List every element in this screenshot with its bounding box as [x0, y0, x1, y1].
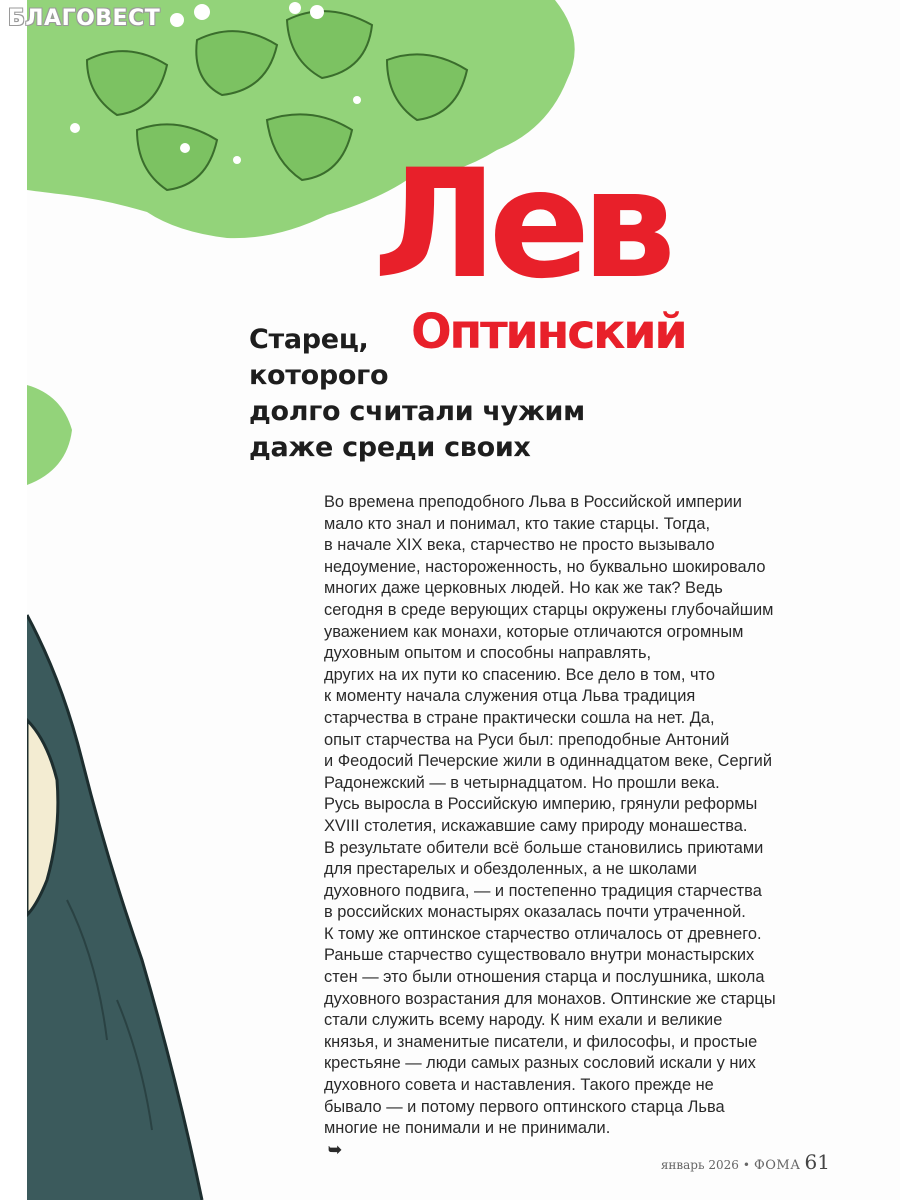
body-line: бывало — и потому первого оптинского старца Льва [324, 1097, 725, 1116]
page-edge [0, 0, 27, 1200]
article-subtitle [249, 322, 585, 466]
body-line: Во времена преподобного Льва в Российской империи [324, 493, 742, 511]
body-line: духовного подвига, — и постепенно традиция старчества [324, 881, 762, 900]
magazine-page [27, 0, 900, 1200]
body-line: В результате обители всё больше становились приютами [324, 838, 764, 857]
body-line: многих даже церковных людей. Но как же так? Ведь [324, 579, 723, 598]
article-title-sub: Оптинский [411, 304, 686, 360]
body-line: сегодня в среде верующих старцы окружены глубочайшим [324, 600, 774, 619]
body-line: стен — это были отношения старца и послушника, школа [324, 968, 765, 987]
body-line: Раньше старчество существовало внутри монастырских [324, 946, 755, 965]
body-line: для престарелых и обездоленных, а не школами [324, 860, 697, 879]
body-line: духовным опытом и способны направлять, [324, 644, 652, 663]
end-of-article-mark: ➥ [328, 1140, 342, 1159]
body-line: других на их пути ко спасению. Все дело в том, что [324, 665, 716, 684]
body-line: недоумение, настороженность, но буквально шокировало [324, 557, 766, 576]
monk-robe [27, 615, 202, 1200]
article-title-main: Лев [373, 138, 668, 312]
article-body [324, 492, 844, 1161]
body-line: крестьяне — люди самых разных сословий искали у них [324, 1054, 756, 1073]
body-line: духовного совета и наставления. Такого прежде не [324, 1076, 714, 1095]
leaf-left [27, 385, 72, 485]
body-line: к моменту начала служения отца Льва традиция [324, 687, 696, 706]
body-line: К тому же оптинское старчество отличалось от древнего. [324, 924, 762, 943]
body-line: опыт старчества на Руси был: преподобные Антоний [324, 730, 730, 749]
body-line: стали служить всему народу. К ним ехали и великие [324, 1011, 723, 1030]
page-number: 61 [804, 1150, 830, 1174]
body-line: XVIII столетия, искажавшие саму природу монашества. [324, 816, 748, 835]
body-line: в начале XIX века, старчество не просто вызывало [324, 536, 715, 555]
page-footer [661, 1150, 830, 1174]
subtitle-line: которого [249, 360, 389, 391]
subtitle-line: даже среди своих [249, 432, 531, 463]
body-line: уважением как монахи, которые отличаются огромным [324, 622, 744, 641]
body-line: князья, и знаменитые писатели, и философы, и простые [324, 1032, 758, 1051]
body-line: Радонежский — в четырнадцатом. Но прошли века. [324, 773, 720, 792]
body-line: мало кто знал и понимал, кто такие старцы. Тогда, [324, 514, 711, 533]
watermark: БЛАГОВЕСТ [8, 6, 161, 31]
body-line: старчества в стране практически сошла на нет. Да, [324, 708, 715, 727]
subtitle-line: долго считали чужим [249, 396, 585, 427]
magazine-name: ФОМА [753, 1158, 801, 1173]
body-line-text: многие не понимали и не принимали. [324, 1119, 611, 1138]
footer-bullet: • [742, 1158, 750, 1172]
body-line: Русь выросла в Российскую империю, грянули реформы [324, 795, 758, 814]
body-line: и Феодосий Печерские жили в одиннадцатом веке, Сергий [324, 752, 772, 771]
body-line: в российских монастырях оказалась почти утраченной. [324, 903, 746, 922]
subtitle-line: Старец, [249, 324, 369, 355]
issue-date: январь 2026 [660, 1158, 739, 1172]
body-line: духовного возрастания для монахов. Оптинские же старцы [324, 989, 776, 1008]
